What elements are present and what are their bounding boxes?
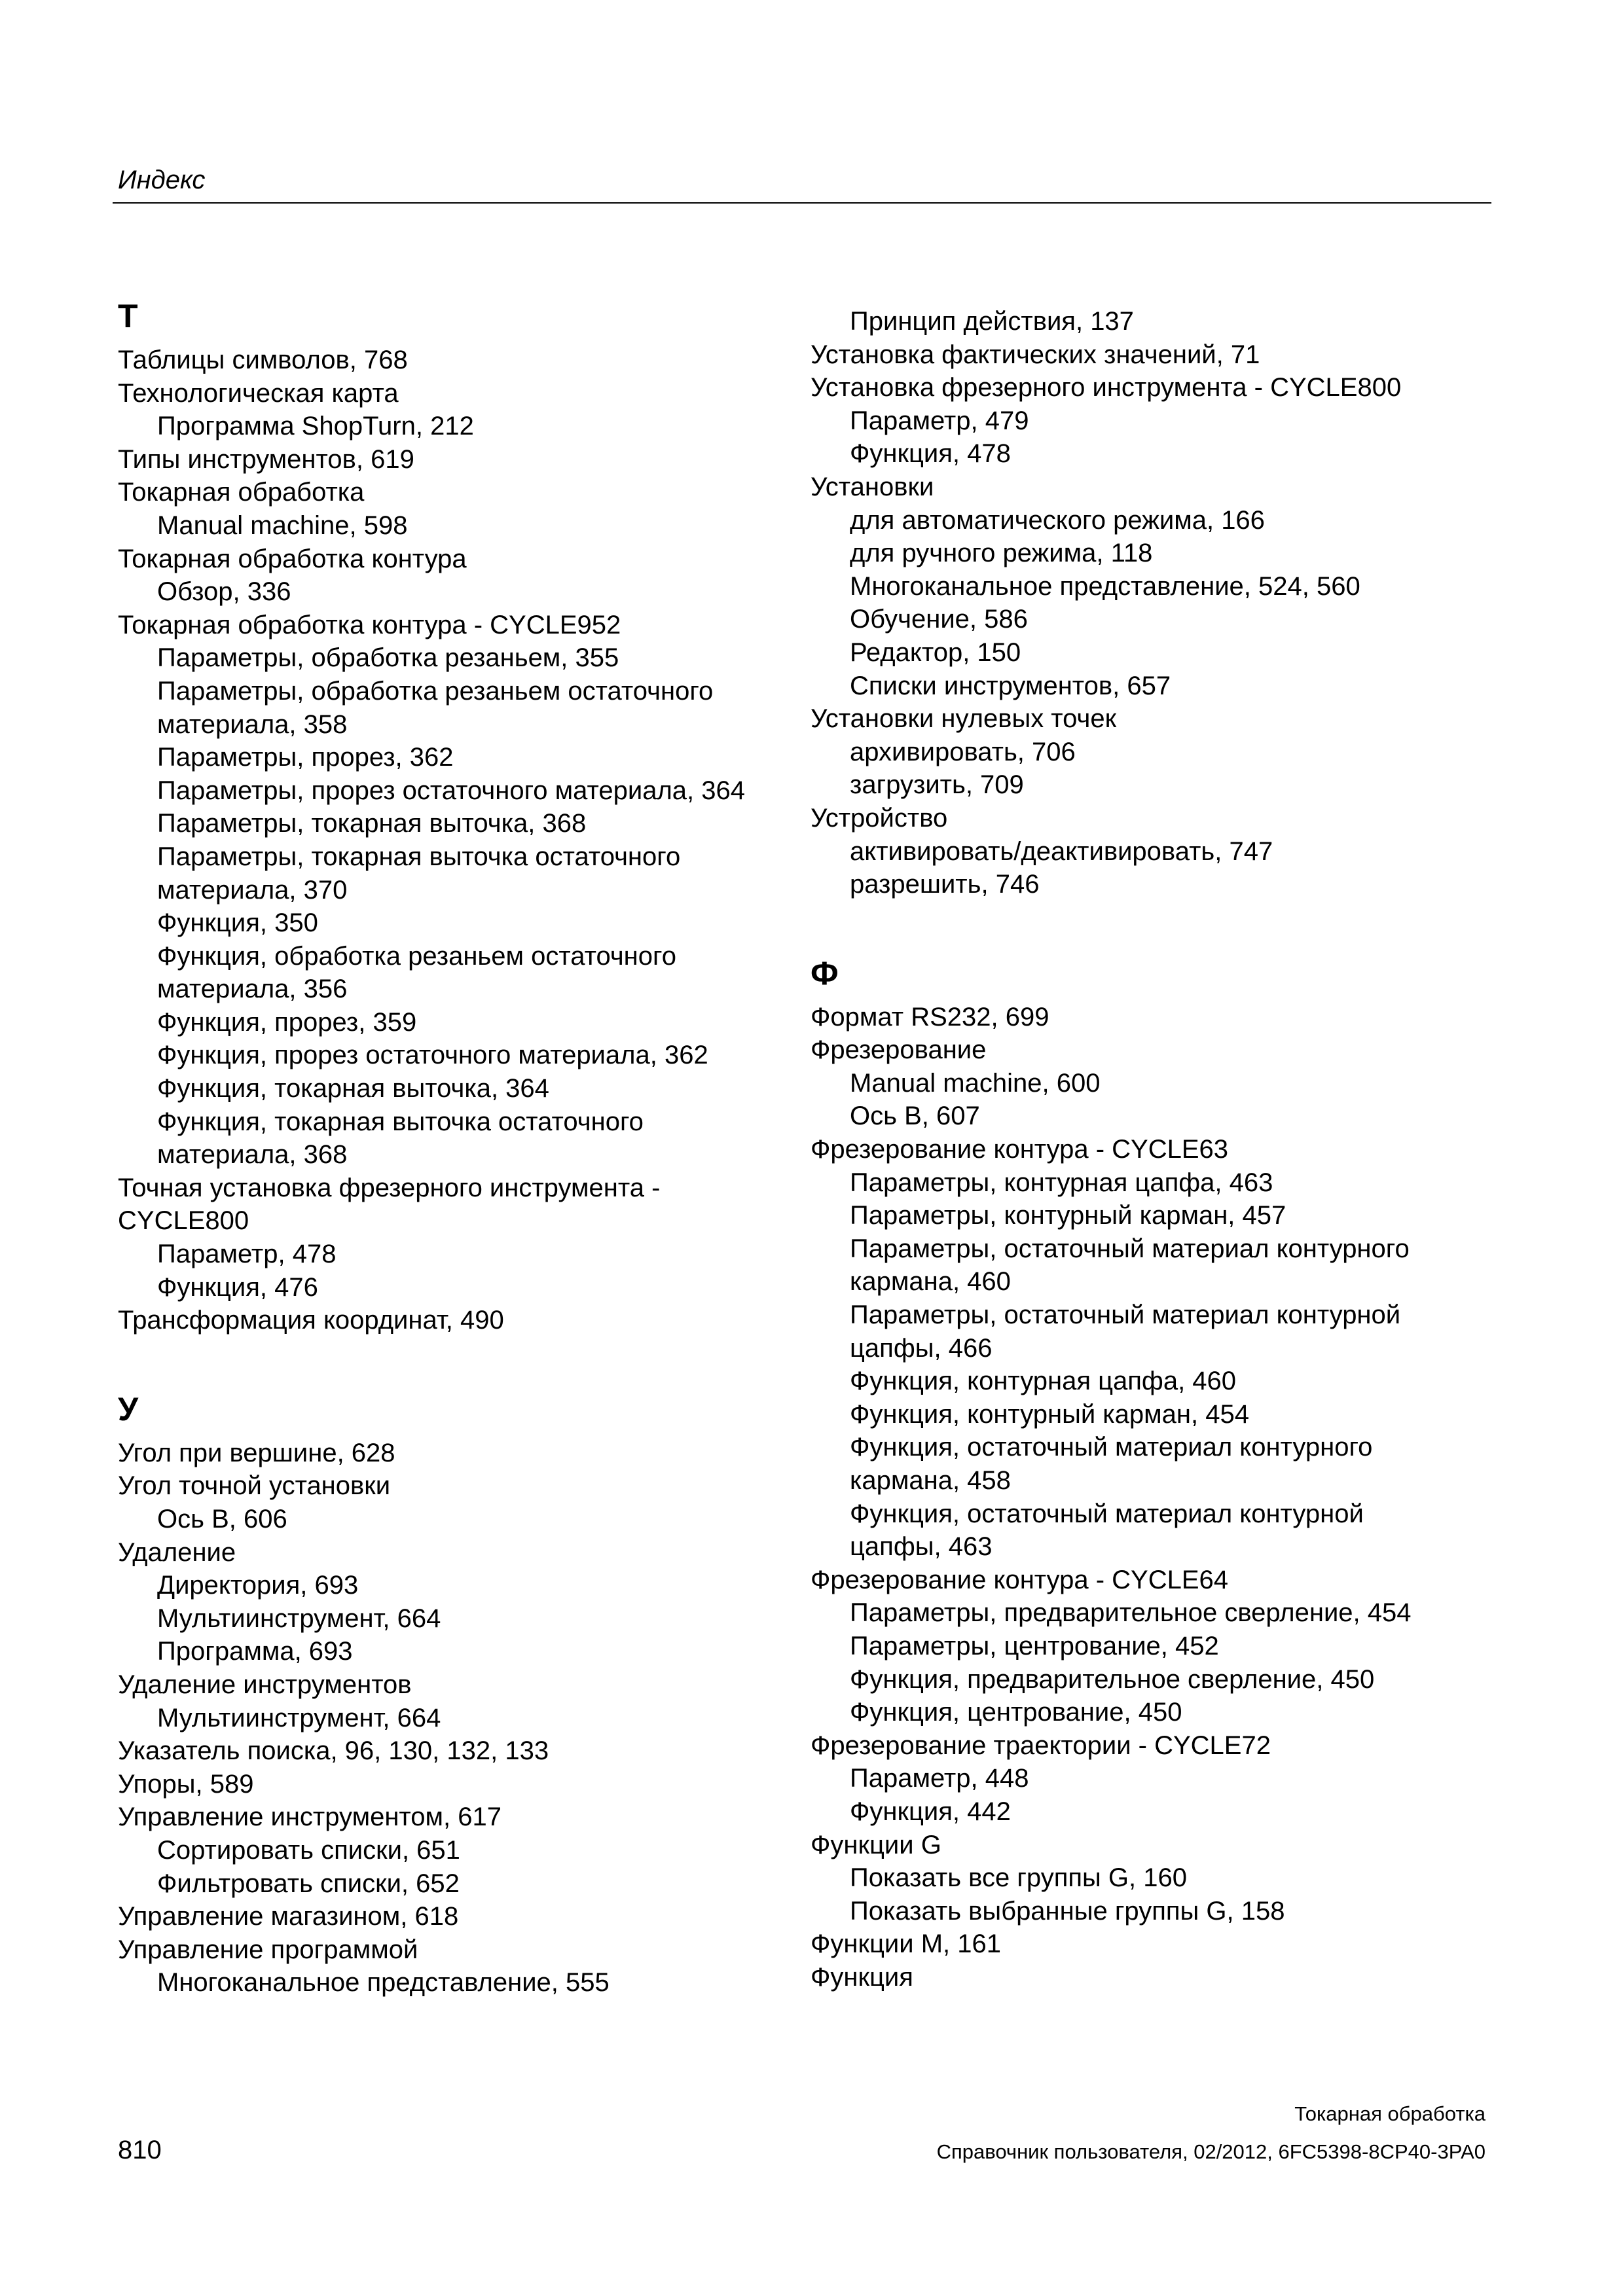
index-entry: Токарная обработка контура bbox=[118, 544, 467, 573]
index-entry: Установка фактических значений, 71 bbox=[811, 340, 1260, 369]
index-entry: Токарная обработка bbox=[118, 478, 365, 507]
index-subentry: Функция, токарная выточка, 364 bbox=[157, 1074, 549, 1103]
index-entry: Токарная обработка контура - CYCLE952 bbox=[118, 610, 621, 639]
index-subentry: Параметры, центрование, 452 bbox=[850, 1631, 1219, 1660]
index-subentry: Параметры, контурный карман, 457 bbox=[850, 1201, 1286, 1230]
index-subentry: материала, 368 bbox=[157, 1140, 348, 1170]
index-subentry: Manual machine, 600 bbox=[850, 1068, 1101, 1098]
index-subentry: Параметры, контурная цапфа, 463 bbox=[850, 1168, 1273, 1197]
index-subentry: разрешить, 746 bbox=[850, 870, 1040, 899]
index-subentry: Принцип действия, 137 bbox=[850, 307, 1134, 336]
index-subentry: Параметр, 479 bbox=[850, 406, 1029, 435]
index-subentry: Ось B, 606 bbox=[157, 1505, 287, 1534]
index-entry: Таблицы символов, 768 bbox=[118, 346, 408, 374]
header-divider bbox=[113, 202, 1491, 204]
index-entry: Функции M, 161 bbox=[811, 1929, 1001, 1959]
index-subentry: Обзор, 336 bbox=[157, 577, 291, 607]
index-subentry: загрузить, 709 bbox=[850, 770, 1024, 800]
index-subentry: активировать/деактивировать, 747 bbox=[850, 836, 1273, 866]
index-entry: Управление магазином, 618 bbox=[118, 1902, 459, 1931]
index-subentry: Параметры, прорез, 362 bbox=[157, 743, 454, 772]
index-entry: Фрезерование контура - CYCLE63 bbox=[811, 1135, 1229, 1164]
index-subentry: Параметры, обработка резаньем остаточного bbox=[157, 676, 714, 706]
footer-document-title: Токарная обработка bbox=[1294, 2102, 1486, 2125]
index-subentry: Функция, прорез, 359 bbox=[157, 1007, 417, 1037]
index-subentry: Обучение, 586 bbox=[850, 605, 1028, 634]
index-subentry: кармана, 458 bbox=[850, 1466, 1011, 1495]
index-subentry: Функция, 478 bbox=[850, 439, 1011, 469]
index-subentry: кармана, 460 bbox=[850, 1267, 1011, 1297]
index-subentry: Функция, остаточный материал контурной bbox=[850, 1499, 1364, 1528]
index-subentry: Функция, 476 bbox=[157, 1272, 318, 1302]
index-entry: Функции G bbox=[811, 1830, 941, 1859]
index-subentry: Многоканальное представление, 555 bbox=[157, 1968, 610, 1998]
index-subentry: материала, 370 bbox=[157, 875, 348, 905]
index-entry: Угол при вершине, 628 bbox=[118, 1438, 395, 1467]
index-subentry: Фильтровать списки, 652 bbox=[157, 1869, 460, 1898]
index-subentry: Параметры, токарная выточка остаточного bbox=[157, 842, 681, 871]
index-subentry: Функция, токарная выточка остаточного bbox=[157, 1107, 644, 1136]
index-entry: Удаление bbox=[118, 1537, 236, 1567]
index-entry: Установки нулевых точек bbox=[811, 704, 1117, 734]
index-subentry: Функция, обработка резаньем остаточного bbox=[157, 941, 676, 971]
index-subentry: Параметр, 448 bbox=[850, 1764, 1029, 1793]
running-header-title: Индекс bbox=[118, 166, 206, 194]
index-subentry: для ручного режима, 118 bbox=[850, 539, 1153, 568]
index-subentry: Показать все группы G, 160 bbox=[850, 1863, 1187, 1893]
index-entry: Управление инструментом, 617 bbox=[118, 1803, 501, 1832]
index-entry: Типы инструментов, 619 bbox=[118, 444, 414, 474]
index-section-letter: Т bbox=[118, 298, 138, 334]
index-subentry: Функция, контурная цапфа, 460 bbox=[850, 1367, 1237, 1396]
footer-document-reference: Справочник пользователя, 02/2012, 6FC5398-8CP40-3PA0 bbox=[936, 2140, 1486, 2163]
page-number: 810 bbox=[118, 2136, 162, 2164]
index-subentry: Функция, 442 bbox=[850, 1797, 1011, 1826]
index-entry: Трансформация координат, 490 bbox=[118, 1306, 504, 1335]
index-entry: Указатель поиска, 96, 130, 132, 133 bbox=[118, 1736, 549, 1766]
index-entry: Управление программой bbox=[118, 1935, 418, 1964]
index-subentry: Ось B, 607 bbox=[850, 1102, 980, 1131]
index-subentry: Мультиинструмент, 664 bbox=[157, 1604, 441, 1633]
index-subentry: Функция, остаточный материал контурного bbox=[850, 1433, 1373, 1462]
index-subentry: Многоканальное представление, 524, 560 bbox=[850, 571, 1360, 601]
index-subentry: материала, 358 bbox=[157, 709, 348, 739]
index-entry: Фрезерование контура - CYCLE64 bbox=[811, 1565, 1229, 1594]
section-spacer bbox=[811, 901, 1478, 957]
index-entry: Функция bbox=[811, 1962, 913, 1992]
index-subentry: Сортировать списки, 651 bbox=[157, 1835, 460, 1865]
index-section-letter: Ф bbox=[811, 954, 839, 992]
index-subentry: Программа, 693 bbox=[157, 1637, 353, 1666]
index-column-right-content bbox=[811, 305, 1478, 1994]
index-entry: CYCLE800 bbox=[118, 1206, 249, 1236]
index-subentry: Параметры, обработка резаньем, 355 bbox=[157, 643, 619, 673]
index-subentry: Программа ShopTurn, 212 bbox=[157, 412, 474, 441]
index-entry: Установка фрезерного инструмента - CYCLE800 bbox=[811, 373, 1402, 403]
index-subentry: Параметры, предварительное сверление, 454 bbox=[850, 1598, 1412, 1628]
index-subentry: Параметры, токарная выточка, 368 bbox=[157, 809, 587, 838]
index-entry: Фрезерование bbox=[811, 1035, 987, 1065]
index-entry: Удаление инструментов bbox=[118, 1670, 412, 1699]
index-subentry: Функция, прорез остаточного материала, 362 bbox=[157, 1041, 708, 1070]
index-subentry: цапфы, 463 bbox=[850, 1532, 993, 1562]
index-subentry: архивировать, 706 bbox=[850, 737, 1076, 766]
index-column-left-content bbox=[118, 300, 786, 2000]
index-entry: Формат RS232, 699 bbox=[811, 1002, 1049, 1031]
index-subentry: Параметры, остаточный материал контурного bbox=[850, 1234, 1410, 1263]
index-subentry: Функция, центрование, 450 bbox=[850, 1698, 1182, 1727]
index-entry: Упоры, 589 bbox=[118, 1769, 254, 1799]
index-entry: Технологическая карта bbox=[118, 378, 399, 408]
index-subentry: Мультиинструмент, 664 bbox=[157, 1703, 441, 1732]
index-subentry: Функция, предварительное сверление, 450 bbox=[850, 1664, 1375, 1694]
index-subentry: Параметры, прорез остаточного материала, 364 bbox=[157, 776, 746, 805]
index-subentry: Manual machine, 598 bbox=[157, 511, 408, 540]
index-subentry: Показать выбранные группы G, 158 bbox=[850, 1896, 1285, 1926]
index-entry: Установки bbox=[811, 472, 934, 501]
section-spacer bbox=[118, 1337, 786, 1393]
index-subentry: Параметры, остаточный материал контурной bbox=[850, 1300, 1401, 1330]
index-subentry: материала, 356 bbox=[157, 975, 348, 1004]
index-section-letter: У bbox=[118, 1390, 139, 1427]
index-subentry: Функция, контурный карман, 454 bbox=[850, 1399, 1249, 1429]
index-subentry: Редактор, 150 bbox=[850, 637, 1021, 667]
index-subentry: цапфы, 466 bbox=[850, 1333, 993, 1363]
index-subentry: Параметр, 478 bbox=[157, 1240, 337, 1269]
index-subentry: Функция, 350 bbox=[157, 908, 318, 938]
index-subentry: Директория, 693 bbox=[157, 1571, 359, 1600]
index-entry: Точная установка фрезерного инструмента - bbox=[118, 1173, 661, 1202]
index-entry: Устройство bbox=[811, 803, 948, 833]
index-subentry: Списки инструментов, 657 bbox=[850, 671, 1171, 700]
index-entry: Фрезерование траектории - CYCLE72 bbox=[811, 1731, 1271, 1760]
index-entry: Угол точной установки bbox=[118, 1471, 391, 1501]
index-subentry: для автоматического режима, 166 bbox=[850, 505, 1265, 535]
